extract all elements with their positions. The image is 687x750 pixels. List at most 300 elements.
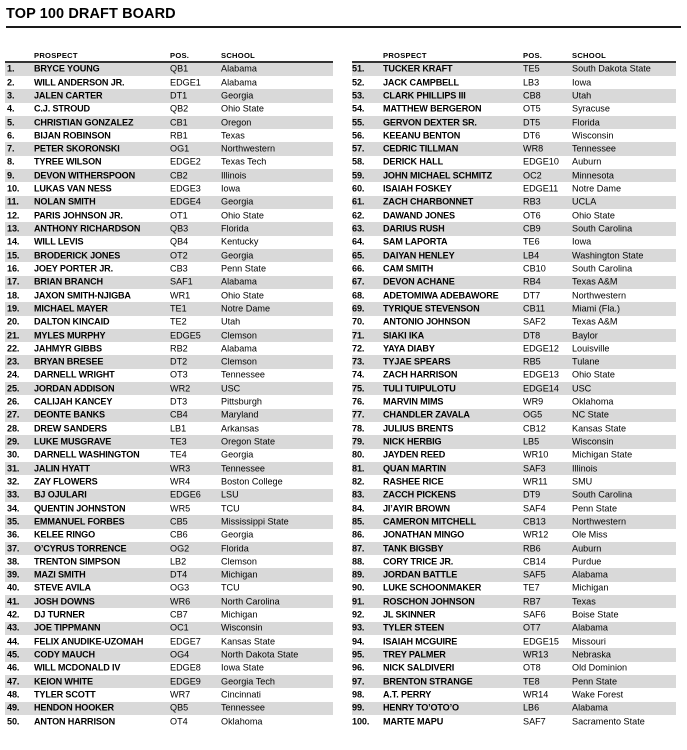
prospect-rank: 61. <box>352 196 365 207</box>
table-row <box>5 555 333 568</box>
prospect-name: LUKE SCHOONMAKER <box>383 582 482 593</box>
prospect-school: Ohio State <box>221 103 264 114</box>
prospect-school: Florida <box>221 223 249 234</box>
prospect-rank: 46. <box>7 662 20 673</box>
table-row <box>5 515 333 528</box>
table-row <box>352 369 676 382</box>
prospect-position: CB7 <box>170 609 188 620</box>
prospect-school: Georgia <box>221 529 254 540</box>
prospect-name: JOEY PORTER JR. <box>34 263 113 274</box>
prospect-rank: 73. <box>352 356 365 367</box>
prospect-school: South Carolina <box>572 263 633 274</box>
prospect-name: ZAY FLOWERS <box>34 476 98 487</box>
prospect-rank: 71. <box>352 329 365 340</box>
prospect-rank: 41. <box>7 596 20 607</box>
prospect-position: CB5 <box>170 516 188 527</box>
prospect-position: SAF5 <box>523 569 546 580</box>
prospect-school: Alabama <box>221 77 257 88</box>
prospect-school: UCLA <box>572 196 597 207</box>
table-row <box>5 449 333 462</box>
prospect-school: South Dakota State <box>572 63 651 74</box>
prospect-school: Ole Miss <box>572 529 608 540</box>
prospect-rank: 7. <box>7 143 15 154</box>
prospect-rank: 16. <box>7 263 20 274</box>
table-row <box>5 568 333 581</box>
prospect-position: RB6 <box>523 542 541 553</box>
prospect-position: TE6 <box>523 236 540 247</box>
prospect-school: Wisconsin <box>221 622 263 633</box>
table-row <box>5 595 333 608</box>
table-row <box>5 236 333 249</box>
prospect-name: SIAKI IKA <box>383 329 425 340</box>
prospect-name: LUKE MUSGRAVE <box>34 436 112 447</box>
prospect-position: EDGE1 <box>170 77 201 88</box>
table-row <box>352 409 676 422</box>
table-row <box>352 276 676 289</box>
prospect-school: Florida <box>572 116 600 127</box>
table-row <box>352 555 676 568</box>
prospect-position: LB6 <box>523 702 540 713</box>
prospect-rank: 9. <box>7 170 15 181</box>
prospect-school: Iowa <box>572 236 592 247</box>
prospect-rank: 79. <box>352 436 365 447</box>
prospect-name: TYRIQUE STEVENSON <box>383 303 480 314</box>
table-row <box>352 89 676 102</box>
prospect-school: Michigan State <box>572 449 633 460</box>
prospect-position: OG1 <box>170 143 190 154</box>
prospect-rank: 56. <box>352 130 365 141</box>
prospect-name: CAMERON MITCHELL <box>383 516 477 527</box>
table-row <box>352 302 676 315</box>
prospect-school: Clemson <box>221 556 257 567</box>
prospect-rank: 92. <box>352 609 365 620</box>
prospect-rank: 76. <box>352 396 365 407</box>
prospect-school: Alabama <box>572 702 608 713</box>
prospect-rank: 94. <box>352 636 365 647</box>
prospect-school: Georgia Tech <box>221 676 275 687</box>
prospect-position: OT6 <box>523 210 541 221</box>
prospect-school: Boston College <box>221 476 283 487</box>
prospect-rank: 59. <box>352 170 365 181</box>
prospect-rank: 80. <box>352 449 365 460</box>
prospect-name: WILL ANDERSON JR. <box>34 77 125 88</box>
prospect-school: South Carolina <box>572 223 633 234</box>
prospect-name: DERICK HALL <box>383 156 443 167</box>
prospect-school: SMU <box>572 476 593 487</box>
prospect-rank: 8. <box>7 156 15 167</box>
prospect-name: DAWAND JONES <box>383 210 455 221</box>
prospect-rank: 38. <box>7 556 20 567</box>
table-row <box>5 249 333 262</box>
prospect-position: EDGE15 <box>523 636 559 647</box>
table-row <box>352 515 676 528</box>
table-row <box>5 262 333 275</box>
prospect-name: DJ TURNER <box>34 609 85 620</box>
prospect-school: Pittsburgh <box>221 396 262 407</box>
prospect-name: BRENTON STRANGE <box>383 676 473 687</box>
prospect-rank: 51. <box>352 63 365 74</box>
table-row <box>352 529 676 542</box>
prospect-rank: 66. <box>352 263 365 274</box>
prospect-position: SAF6 <box>523 609 546 620</box>
table-row <box>5 702 333 715</box>
prospect-position: RB7 <box>523 596 541 607</box>
prospect-position: WR8 <box>523 143 544 154</box>
prospect-rank: 50. <box>7 716 20 727</box>
prospect-rank: 33. <box>7 489 20 500</box>
prospect-position: RB4 <box>523 276 541 287</box>
prospect-position: EDGE13 <box>523 369 559 380</box>
prospect-name: JOE TIPPMANN <box>34 622 101 633</box>
prospect-name: JONATHAN MINGO <box>383 529 465 540</box>
prospect-name: TYLER STEEN <box>383 622 445 633</box>
prospect-school: Alabama <box>572 569 608 580</box>
prospect-rank: 58. <box>352 156 365 167</box>
prospect-rank: 20. <box>7 316 20 327</box>
prospect-position: OT7 <box>523 622 541 633</box>
header-school: SCHOOL <box>572 51 606 60</box>
prospect-position: QB2 <box>170 103 189 114</box>
prospect-name: DARNELL WASHINGTON <box>34 449 140 460</box>
table-row <box>352 608 676 621</box>
prospect-rank: 3. <box>7 90 15 101</box>
prospect-name: MARVIN MIMS <box>383 396 444 407</box>
prospect-position: WR9 <box>523 396 544 407</box>
prospect-position: WR4 <box>170 476 191 487</box>
prospect-position: EDGE3 <box>170 183 201 194</box>
prospect-school: Boise State <box>572 609 619 620</box>
prospect-school: Illinois <box>572 463 598 474</box>
prospect-school: Syracuse <box>572 103 610 114</box>
prospect-school: Ohio State <box>221 210 264 221</box>
prospect-rank: 65. <box>352 250 365 261</box>
prospect-name: JALIN HYATT <box>34 463 90 474</box>
prospect-position: DT8 <box>523 329 541 340</box>
prospect-rank: 35. <box>7 516 20 527</box>
prospect-position: SAF7 <box>523 716 546 727</box>
prospect-position: OT2 <box>170 250 188 261</box>
prospect-school: Utah <box>572 90 592 101</box>
table-row <box>5 222 333 235</box>
prospect-school: TCU <box>221 582 240 593</box>
prospect-name: ANTHONY RICHARDSON <box>34 223 141 234</box>
prospect-school: Oregon <box>221 116 252 127</box>
prospect-position: OT3 <box>170 369 188 380</box>
prospect-name: PARIS JOHNSON JR. <box>34 210 123 221</box>
prospect-rank: 82. <box>352 476 365 487</box>
prospect-name: GERVON DEXTER SR. <box>383 116 477 127</box>
prospect-position: SAF2 <box>523 316 546 327</box>
prospect-school: Clemson <box>221 329 257 340</box>
prospect-school: Penn State <box>221 263 266 274</box>
prospect-position: CB2 <box>170 170 188 181</box>
prospect-school: Alabama <box>221 63 257 74</box>
table-row <box>5 409 333 422</box>
prospect-position: WR7 <box>170 689 191 700</box>
prospect-position: DT1 <box>170 90 188 101</box>
prospect-name: MYLES MURPHY <box>34 329 106 340</box>
prospect-position: CB4 <box>170 409 188 420</box>
prospect-name: CAM SMITH <box>383 263 434 274</box>
prospect-position: TE5 <box>523 63 540 74</box>
table-row <box>352 702 676 715</box>
prospect-school: Mississippi State <box>221 516 289 527</box>
prospect-school: Texas A&M <box>572 316 618 327</box>
prospect-rank: 77. <box>352 409 365 420</box>
prospect-rank: 89. <box>352 569 365 580</box>
prospect-position: LB4 <box>523 250 540 261</box>
table-row <box>5 462 333 475</box>
prospect-name: NICK SALDIVERI <box>383 662 455 673</box>
prospect-position: LB3 <box>523 77 540 88</box>
table-row <box>5 89 333 102</box>
prospect-school: Utah <box>221 316 241 327</box>
title-divider <box>6 26 681 28</box>
prospect-name: MICHAEL MAYER <box>34 303 108 314</box>
prospect-name: JI’AYIR BROWN <box>383 503 450 514</box>
prospect-name: YAYA DIABY <box>383 343 435 354</box>
prospect-rank: 43. <box>7 622 20 633</box>
prospect-name: ZACCH PICKENS <box>383 489 456 500</box>
prospect-position: WR6 <box>170 596 191 607</box>
table-row <box>352 449 676 462</box>
prospect-rank: 12. <box>7 210 20 221</box>
table-row <box>5 142 333 155</box>
prospect-position: QB1 <box>170 63 189 74</box>
table-row <box>352 63 676 76</box>
prospect-school: North Carolina <box>221 596 280 607</box>
table-row <box>5 648 333 661</box>
prospect-position: OC2 <box>523 170 542 181</box>
prospect-rank: 88. <box>352 556 365 567</box>
prospect-school: Alabama <box>572 622 608 633</box>
prospect-rank: 34. <box>7 503 20 514</box>
table-row <box>352 329 676 342</box>
prospect-rank: 1. <box>7 63 15 74</box>
prospect-list-left <box>5 63 333 729</box>
prospect-rank: 100. <box>352 716 370 727</box>
prospect-school: Georgia <box>221 449 254 460</box>
prospect-rank: 37. <box>7 542 20 553</box>
prospect-name: ZACH CHARBONNET <box>383 196 474 207</box>
table-row <box>352 662 676 675</box>
prospect-name: RASHEE RICE <box>383 476 444 487</box>
prospect-rank: 97. <box>352 676 365 687</box>
prospect-rank: 28. <box>7 423 20 434</box>
prospect-position: RB5 <box>523 356 541 367</box>
draft-board-column-left <box>0 48 343 728</box>
prospect-position: TE1 <box>170 303 187 314</box>
prospect-school: Texas A&M <box>572 276 618 287</box>
prospect-school: Arkansas <box>221 423 259 434</box>
prospect-rank: 10. <box>7 183 20 194</box>
prospect-school: Clemson <box>221 356 257 367</box>
prospect-school: Michigan <box>221 609 258 620</box>
prospect-name: JACK CAMPBELL <box>383 77 459 88</box>
prospect-position: RB3 <box>523 196 541 207</box>
prospect-school: Kansas State <box>221 636 276 647</box>
prospect-school: Purdue <box>572 556 602 567</box>
prospect-name: DARNELL WRIGHT <box>34 369 115 380</box>
prospect-name: HENRY TO’OTO’O <box>383 702 459 713</box>
prospect-name: MAZI SMITH <box>34 569 86 580</box>
table-row <box>352 462 676 475</box>
prospect-rank: 69. <box>352 303 365 314</box>
prospect-position: CB1 <box>170 116 188 127</box>
table-row <box>352 182 676 195</box>
prospect-position: OT1 <box>170 210 188 221</box>
prospect-name: WILL MCDONALD IV <box>34 662 121 673</box>
prospect-position: TE2 <box>170 316 187 327</box>
prospect-school: Miami (Fla.) <box>572 303 620 314</box>
table-row <box>352 316 676 329</box>
prospect-name: A.T. PERRY <box>383 689 432 700</box>
prospect-position: WR14 <box>523 689 549 700</box>
prospect-name: JAHMYR GIBBS <box>34 343 102 354</box>
prospect-position: OT5 <box>523 103 541 114</box>
prospect-rank: 40. <box>7 582 20 593</box>
prospect-name: DEVON WITHERSPOON <box>34 170 136 181</box>
prospect-position: EDGE9 <box>170 676 201 687</box>
prospect-name: TRENTON SIMPSON <box>34 556 121 567</box>
prospect-position: TE4 <box>170 449 187 460</box>
prospect-rank: 63. <box>352 223 365 234</box>
prospect-name: JOSH DOWNS <box>34 596 95 607</box>
prospect-position: CB6 <box>170 529 188 540</box>
prospect-school: Northwestern <box>572 516 627 527</box>
table-row <box>352 209 676 222</box>
prospect-rank: 13. <box>7 223 20 234</box>
prospect-rank: 19. <box>7 303 20 314</box>
prospect-rank: 27. <box>7 409 20 420</box>
prospect-name: KELEE RINGO <box>34 529 96 540</box>
prospect-name: DREW SANDERS <box>34 423 107 434</box>
prospect-position: EDGE4 <box>170 196 201 207</box>
table-row <box>352 355 676 368</box>
table-row <box>5 675 333 688</box>
prospect-position: RB2 <box>170 343 188 354</box>
prospect-school: Kentucky <box>221 236 259 247</box>
prospect-name: STEVE AVILA <box>34 582 91 593</box>
prospect-rank: 23. <box>7 356 20 367</box>
prospect-school: Kansas State <box>572 423 627 434</box>
table-row <box>5 276 333 289</box>
prospect-name: CLARK PHILLIPS III <box>383 90 466 101</box>
prospect-name: NOLAN SMITH <box>34 196 96 207</box>
prospect-rank: 2. <box>7 77 15 88</box>
prospect-name: HENDON HOOKER <box>34 702 114 713</box>
table-row <box>352 582 676 595</box>
prospect-position: LB1 <box>170 423 187 434</box>
prospect-school: Notre Dame <box>572 183 622 194</box>
prospect-position: TE7 <box>523 582 540 593</box>
prospect-position: EDGE7 <box>170 636 201 647</box>
table-row <box>352 76 676 89</box>
prospect-school: Auburn <box>572 156 602 167</box>
prospect-position: EDGE14 <box>523 383 559 394</box>
prospect-name: JL SKINNER <box>383 609 436 620</box>
prospect-name: CEDRIC TILLMAN <box>383 143 459 154</box>
prospect-school: NC State <box>572 409 609 420</box>
prospect-name: JORDAN ADDISON <box>34 383 115 394</box>
prospect-position: SAF3 <box>523 463 546 474</box>
prospect-list-right <box>352 63 676 729</box>
prospect-school: Ohio State <box>221 290 264 301</box>
table-row <box>5 129 333 142</box>
prospect-position: WR12 <box>523 529 549 540</box>
prospect-name: TANK BIGSBY <box>383 542 444 553</box>
prospect-name: JAXON SMITH-NJIGBA <box>34 290 131 301</box>
prospect-position: OG5 <box>523 409 543 420</box>
table-row <box>5 435 333 448</box>
table-row <box>352 249 676 262</box>
prospect-position: WR2 <box>170 383 191 394</box>
prospect-rank: 48. <box>7 689 20 700</box>
prospect-rank: 30. <box>7 449 20 460</box>
table-row <box>5 395 333 408</box>
prospect-rank: 62. <box>352 210 365 221</box>
prospect-position: CB12 <box>523 423 546 434</box>
prospect-rank: 75. <box>352 383 365 394</box>
prospect-position: WR13 <box>523 649 549 660</box>
prospect-name: BRODERICK JONES <box>34 250 121 261</box>
prospect-name: JOHN MICHAEL SCHMITZ <box>383 170 492 181</box>
prospect-school: Tennessee <box>221 702 265 713</box>
table-row <box>352 196 676 209</box>
prospect-name: TYJAE SPEARS <box>383 356 451 367</box>
prospect-rank: 60. <box>352 183 365 194</box>
prospect-name: QUENTIN JOHNSTON <box>34 503 126 514</box>
prospect-position: EDGE12 <box>523 343 559 354</box>
table-row <box>352 622 676 635</box>
prospect-name: BRYCE YOUNG <box>34 63 100 74</box>
prospect-rank: 15. <box>7 250 20 261</box>
prospect-school: Maryland <box>221 409 259 420</box>
prospect-school: Tulane <box>572 356 600 367</box>
table-row <box>5 209 333 222</box>
prospect-name: LUKAS VAN NESS <box>34 183 112 194</box>
prospect-rank: 22. <box>7 343 20 354</box>
prospect-school: Texas <box>572 596 596 607</box>
prospect-name: ANTON HARRISON <box>34 716 116 727</box>
table-row <box>5 475 333 488</box>
table-row <box>5 196 333 209</box>
prospect-name: JALEN CARTER <box>34 90 103 101</box>
prospect-name: TYREE WILSON <box>34 156 102 167</box>
prospect-position: WR11 <box>523 476 548 487</box>
prospect-name: TULI TUIPULOTU <box>383 383 456 394</box>
table-row <box>352 675 676 688</box>
prospect-name: TYLER SCOTT <box>34 689 96 700</box>
prospect-position: WR10 <box>523 449 549 460</box>
prospect-position: DT4 <box>170 569 188 580</box>
prospect-position: DT5 <box>523 116 541 127</box>
page-header <box>0 0 687 28</box>
prospect-name: DEVON ACHANE <box>383 276 455 287</box>
prospect-rank: 54. <box>352 103 365 114</box>
table-row <box>352 715 676 728</box>
prospect-rank: 70. <box>352 316 365 327</box>
prospect-position: EDGE2 <box>170 156 201 167</box>
draft-board-column-right <box>343 48 687 728</box>
prospect-school: Missouri <box>572 636 606 647</box>
table-row <box>5 289 333 302</box>
table-row <box>352 568 676 581</box>
prospect-position: QB5 <box>170 702 189 713</box>
prospect-rank: 85. <box>352 516 365 527</box>
header-prospect: PROSPECT <box>34 51 78 60</box>
table-row <box>5 103 333 116</box>
